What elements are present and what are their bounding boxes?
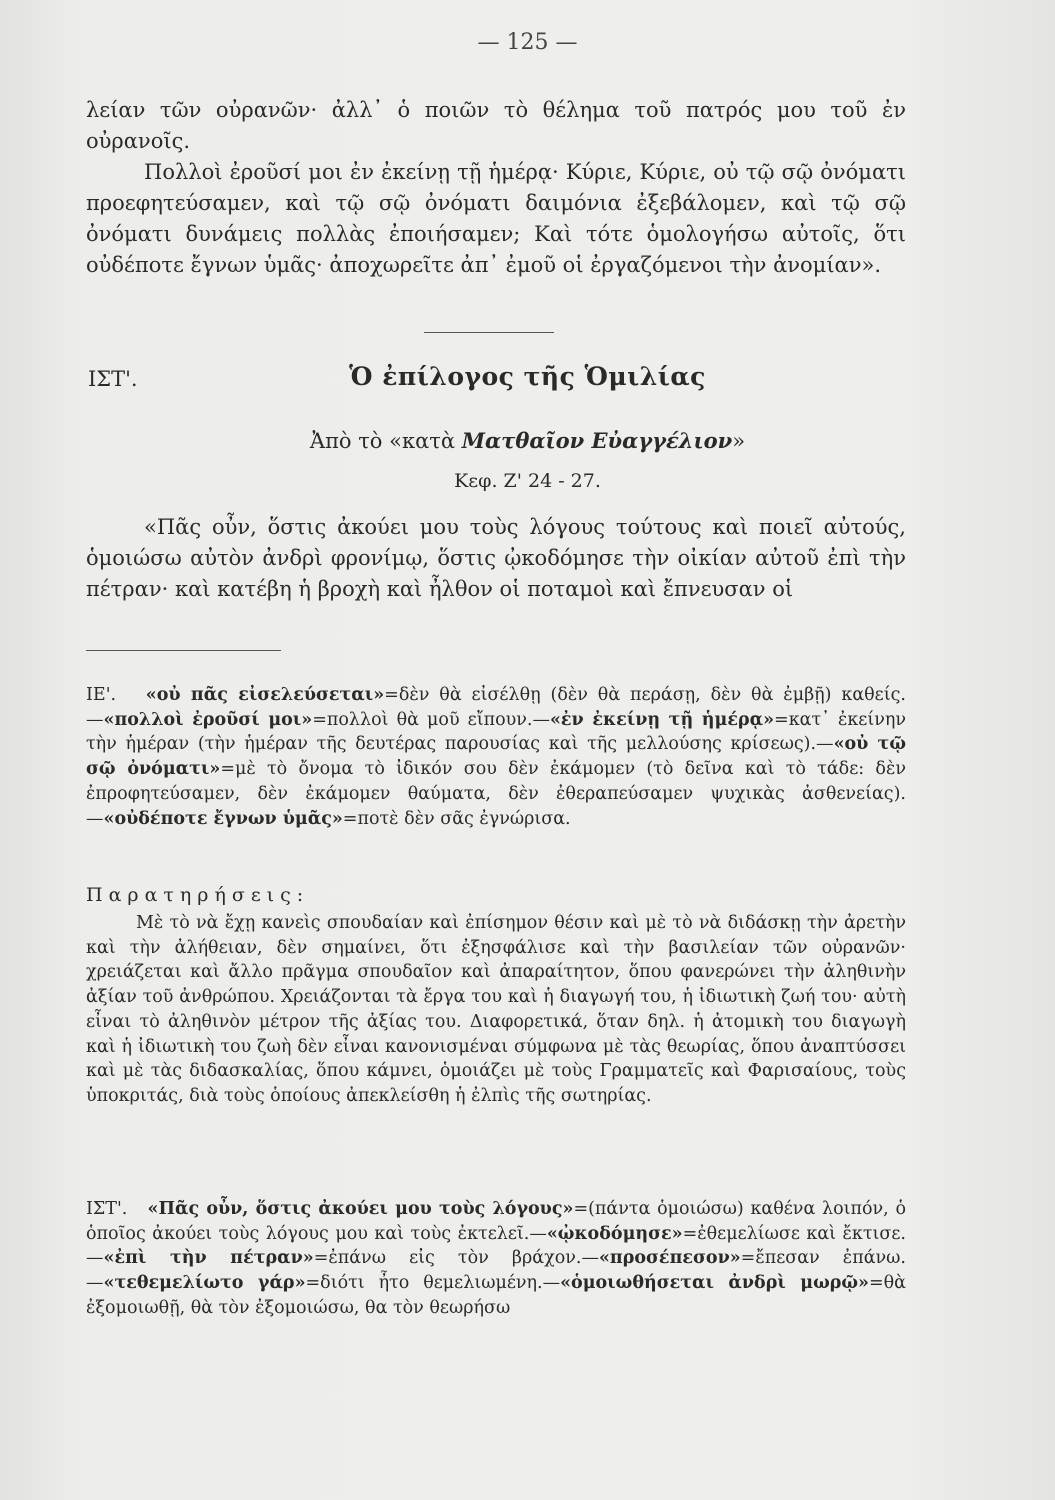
term: «ὁμοιωθήσεται ἀνδρὶ μωρῷ» <box>560 1273 869 1294</box>
gloss: =ποτὲ δὲν σᾶς ἐγνώρισα. <box>342 808 571 829</box>
scripture-continuation <box>86 95 906 281</box>
gloss: =ἐπάνω εἰς τὸν βράχον.— <box>313 1248 599 1269</box>
footnote-ie <box>86 683 906 831</box>
term: «πολλοὶ ἐροῦσί μοι» <box>103 709 313 730</box>
term: «τεθεμελίωτο γάρ» <box>103 1273 306 1294</box>
gloss: =θὰ ἐξομοιωθῇ, θὰ τὸν ἐξομοιώσω, θα τὸν θεωρήσω <box>86 1273 906 1318</box>
verse-text: «Πᾶς οὖν, ὅστις ἀκούει μου τοὺς λόγους τούτους καὶ ποιεῖ αὐτούς, ὁμοιώσω αὐτὸν ἀνδρὶ φρονίμῳ, ὅστις ᾠκοδόμησε τὴν οἰκίαν αὐτοῦ ἐπὶ τὴν πέτραν· καὶ κατέβη ἡ βροχὴ καὶ ἦλθον οἱ ποταμοὶ καὶ ἔπνευσαν οἱ <box>86 515 906 601</box>
source-prefix: Ἀπὸ τὸ «κατὰ <box>309 429 456 453</box>
term: «Πᾶς οὖν, ὅστις ἀκούει μου τοὺς λόγους» <box>147 1199 574 1219</box>
footnote-label: ΙΣΤ'. <box>86 1199 128 1219</box>
term: «ἐπὶ τὴν πέτραν» <box>103 1248 314 1269</box>
gloss: =μὲ τὸ ὄνομα τὸ ἰδικόν σου δὲν ἐκάμομεν (τὸ δεῖνα καὶ τὸ τάδε: δὲν ἐπροφητεύσαμεν, δὲν ἐκάμομεν θαύματα, δὲν ἐθεραπεύσαμεν ψυχικὰς ἀσθενείας).— <box>86 759 906 829</box>
verse-block <box>86 512 906 605</box>
gloss: =ἐθεμελίωσε καὶ ἔκτισε.— <box>86 1223 906 1269</box>
section-number: ΙΣΤ'. <box>88 367 138 391</box>
section-divider <box>424 332 554 333</box>
term: «οὐ πᾶς εἰσελεύσεται» <box>145 685 385 705</box>
source-line <box>0 428 1055 453</box>
gloss: =διότι ἦτο θεμελιωμένη.— <box>305 1273 561 1294</box>
gloss: =δὲν θὰ εἰσέλθῃ (δὲν θὰ περάσῃ, δὲν θὰ ἐμβῇ) καθείς.— <box>86 685 906 730</box>
gloss: =(πάντα ὁμοιώσω) καθένα λοιπόν, ὁ ὁποῖος ἀκούει τοὺς λόγους μου καὶ τοὺς ἐκτελεῖ.— <box>86 1199 906 1244</box>
scripture-paragraph: Πολλοὶ ἐροῦσί μοι ἐν ἐκείνῃ τῇ ἡμέρᾳ· Κύριε, Κύριε, οὐ τῷ σῷ ὀνόματι προεφητεύσαμεν, καὶ τῷ σῷ ὀνόματι δαιμόνια ἐξεβάλομεν, καὶ τῷ σῷ ὀνόματι δυνάμεις πολλὰς ἐποιήσαμεν; Καὶ τότε ὁμολογήσω αὐτοῖς, ὅτι οὐδέποτε ἔγνων ὑμᾶς· ἀποχωρεῖτε ἀπ᾿ ἐμοῦ οἱ ἐργαζόμενοι τὴν ἀνομίαν». <box>86 160 906 277</box>
term: «οὐ τῷ σῷ ὀνόματι» <box>86 734 906 780</box>
footnote-label: ΙΕ'. <box>86 685 117 705</box>
observations-text: Μὲ τὸ νὰ ἔχῃ κανεὶς σπουδαίαν καὶ ἐπίσημον θέσιν καὶ μὲ τὸ νὰ διδάσκῃ τὴν ἀρετὴν καὶ τὴν ἀλήθειαν, δὲν σημαίνει, ὅτι ἐξησφάλισε καὶ τὴν βασιλείαν τῶν οὐρανῶν· χρειάζεται καὶ ἄλλο πρᾶγμα σπουδαῖον καὶ ἀπαραίτητον, ὅπου φανερώνει τὴν ἀληθινὴν ἀξίαν τοῦ ἀνθρώπου. Χρειάζονται τὰ ἔργα του καὶ ἡ διαγωγή του, ἡ ἰδιωτικὴ ζωή του· αὐτὴ εἶναι τὸ ἀληθινὸν μέτρον τῆς ἀξίας του. Διαφορετικά, ὅταν δηλ. ἡ ἀτομικὴ του διαγωγὴ καὶ ἡ ἰδιωτικὴ του ζωὴ δὲν εἶναι κανονισμέναι σύμφωνα μὲ τὰς θεωρίας, ὅπου ἀναπτύσσει καὶ μὲ τὰς διδασκαλίας, ὅπου κάμνει, ὁμοιάζει μὲ τοὺς Γραμματεῖς καὶ Φαρισαίους, τοὺς ὑποκριτάς, διὰ τοὺς ὁποίους ἀπεκλείσθη ἡ ἐλπὶς τῆς σωτηρίας. <box>86 913 906 1106</box>
footnote-ist-text <box>86 1197 906 1321</box>
source-book: Ματθαῖον Εὐαγγέλιον <box>461 428 733 453</box>
observations-heading: Παρατηρήσεις: <box>86 884 310 906</box>
footnote-ist <box>86 1197 906 1321</box>
footnote-divider <box>86 650 281 651</box>
page-number: — 125 — <box>477 30 578 55</box>
gloss: =ἔπεσαν ἐπάνω.— <box>86 1248 906 1294</box>
gloss: =πολλοὶ θὰ μοῦ εἴπουν.— <box>312 709 550 730</box>
chapter-reference: Κεφ. Ζ' 24 - 27. <box>454 470 601 492</box>
source-suffix: » <box>732 429 746 453</box>
footnote-ie-text <box>86 683 906 831</box>
observations-block <box>86 911 906 1109</box>
scripture-line: λείαν τῶν οὐρανῶν· ἀλλ᾿ ὁ ποιῶν τὸ θέλημα τοῦ πατρός μου τοῦ ἐν οὐρανοῖς. <box>86 98 906 153</box>
section-title: Ὁ ἐπίλογος τῆς Ὁμιλίας <box>349 362 706 391</box>
gloss: =κατ᾿ ἐκείνην τὴν ἡμέραν (τὴν ἡμέραν τῆς δευτέρας παρουσίας καὶ τῆς μελλούσης κρίσεως).— <box>86 709 906 755</box>
term: «οὐδέποτε ἔγνων ὑμᾶς» <box>103 808 343 829</box>
term: «ᾠκοδόμησε» <box>546 1223 683 1244</box>
term: «ἐν ἐκείνῃ τῇ ἡμέρᾳ» <box>549 709 775 730</box>
term: «προσέπεσον» <box>598 1248 741 1269</box>
